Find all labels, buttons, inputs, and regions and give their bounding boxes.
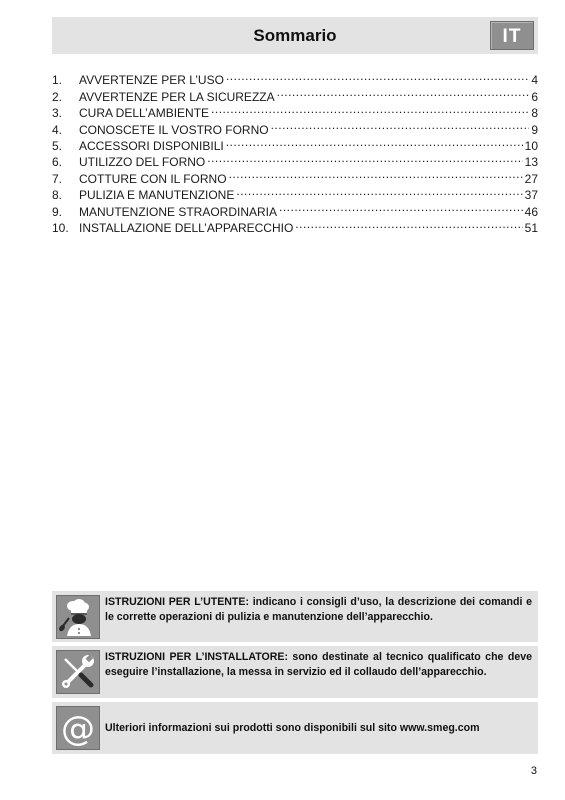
toc-title: AVVERTENZE PER L’USO <box>79 73 224 88</box>
toc-page: 9 <box>531 122 538 137</box>
toc-page: 27 <box>524 171 538 186</box>
toc-number: 8. <box>52 188 63 203</box>
toc-page: 6 <box>531 89 538 104</box>
toc-leader-dots <box>226 68 529 84</box>
toc-leader-dots <box>271 117 530 133</box>
toc-page: 10 <box>524 138 538 153</box>
toc-number: 7. <box>52 171 63 186</box>
toc-title: ACCESSORI DISPONIBILI <box>79 138 224 153</box>
toc-leader-dots <box>279 199 523 215</box>
toc-leader-dots <box>236 183 522 199</box>
page-title: Sommario <box>253 26 337 45</box>
toc-page: 13 <box>524 155 538 170</box>
toc-leader-dots <box>207 150 522 166</box>
toc-title: MANUTENZIONE STRAORDINARIA <box>79 204 278 219</box>
toc-leader-dots <box>229 166 523 182</box>
page-number: 3 <box>530 765 537 777</box>
tools-icon <box>56 650 100 694</box>
toc-page: 8 <box>531 106 538 121</box>
toc-page: 4 <box>531 73 538 88</box>
toc-number: 6. <box>52 155 63 170</box>
toc-title: UTILIZZO DEL FORNO <box>79 155 206 170</box>
toc-number: 5. <box>52 138 63 153</box>
toc-title: CONOSCETE IL VOSTRO FORNO <box>79 122 269 137</box>
toc-page: 37 <box>524 188 538 203</box>
toc-number: 4. <box>52 122 63 137</box>
toc-leader-dots <box>226 134 523 150</box>
toc-leader-dots <box>295 216 522 232</box>
toc-number: 9. <box>52 204 63 219</box>
website-info-text: Ulteriori informazioni sui prodotti sono disponibili sul sito www.smeg.com <box>105 722 480 734</box>
toc-leader-dots <box>277 84 530 100</box>
toc-item[interactable] <box>52 68 538 88</box>
toc-title: CURA DELL’AMBIENTE <box>79 106 210 121</box>
table-of-contents <box>52 68 538 235</box>
language-badge: IT <box>490 21 534 50</box>
toc-title: INSTALLAZIONE DELL’APPARECCHIO <box>79 220 294 235</box>
user-instructions-note <box>52 591 538 642</box>
toc-number: 1. <box>52 73 63 88</box>
at-icon <box>56 706 100 750</box>
header-bar <box>52 17 538 54</box>
toc-number: 3. <box>52 106 63 121</box>
svg-text:@: @ <box>61 709 95 749</box>
installer-instructions-note <box>52 646 538 698</box>
installer-instructions-text: ISTRUZIONI PER L’INSTALLATORE: sono destinate al tecnico qualificato che deve eseguire l’installazione, la messa in servizio ed il collaudo dell’apparecchio. <box>105 651 532 678</box>
toc-page: 51 <box>524 220 538 235</box>
toc-number: 2. <box>52 89 63 104</box>
toc-title: AVVERTENZE PER LA SICUREZZA <box>79 89 275 104</box>
toc-title: COTTURE CON IL FORNO <box>79 171 227 186</box>
website-info-note <box>52 702 538 754</box>
toc-page: 46 <box>524 204 538 219</box>
toc-title: PULIZIA E MANUTENZIONE <box>79 188 235 203</box>
toc-leader-dots <box>211 101 529 117</box>
user-instructions-text: ISTRUZIONI PER L’UTENTE: indicano i consigli d’uso, la descrizione dei comandi e le corrette operazioni di pulizia e manutenzione dell’apparecchio. <box>105 596 532 623</box>
toc-number: 10. <box>52 220 69 235</box>
chef-icon <box>56 595 100 639</box>
